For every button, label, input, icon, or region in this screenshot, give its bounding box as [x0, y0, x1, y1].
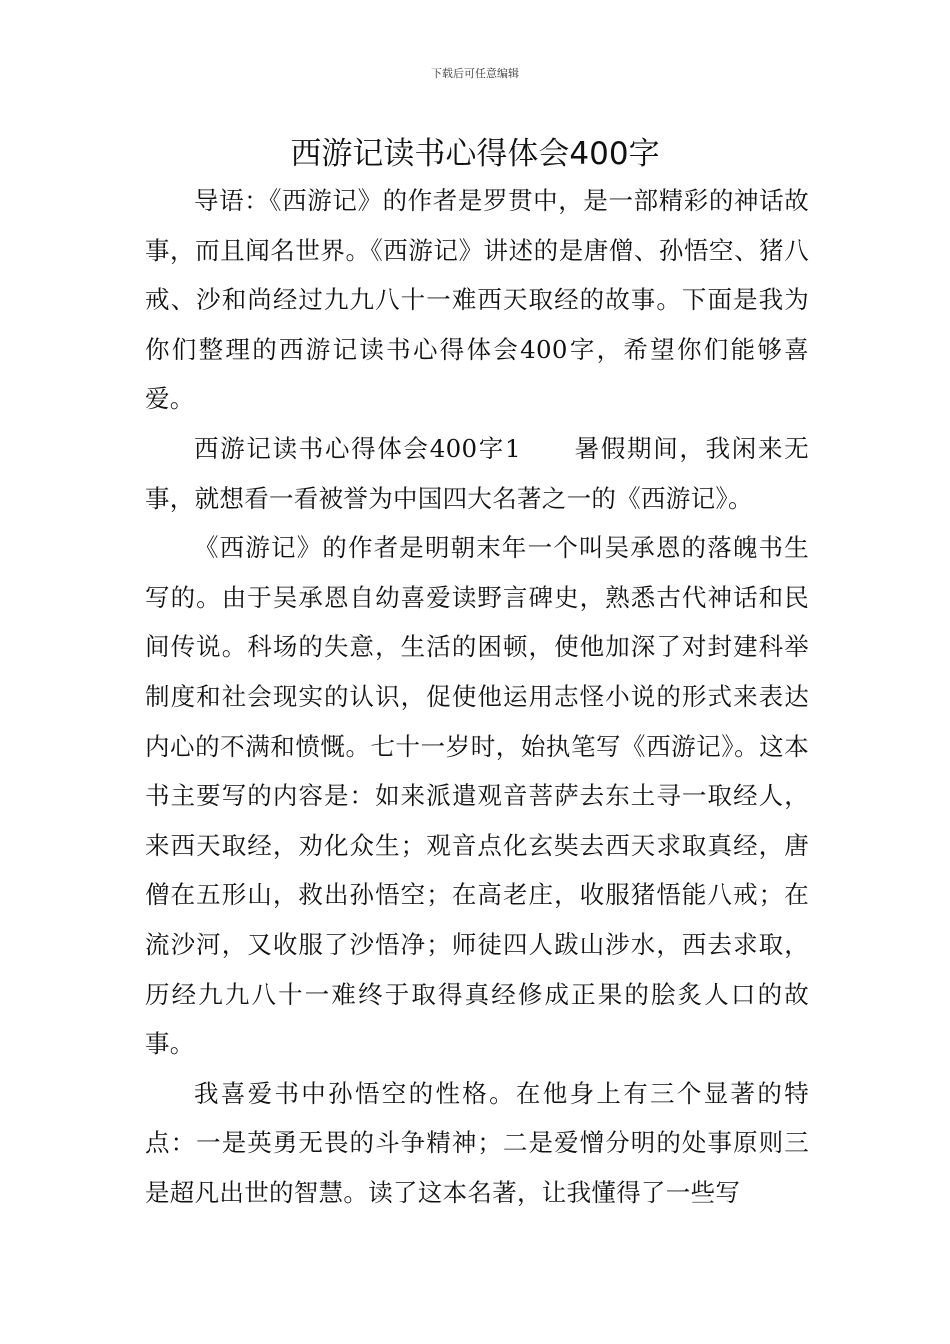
- paragraph-character: 我喜爱书中孙悟空的性格。在他身上有三个显著的特点：一是英勇无畏的斗争精神；二是爱憎分明的处事原则三是超凡出世的智慧。读了这本名著，让我懂得了一些写: [145, 1078, 809, 1207]
- paragraph-section-1: 西游记读书心得体会400字1 暑假期间，我闲来无事，就想看一看被誉为中国四大名著之一的《西游记》。: [145, 433, 809, 513]
- page-title: 西游记读书心得体会400字: [290, 136, 660, 172]
- header-note: 下载后可任意编辑: [431, 67, 519, 80]
- body-text: [145, 176, 809, 1217]
- paragraph-author: 《西游记》的作者是明朝末年一个叫吴承恩的落魄书生写的。由于吴承恩自幼喜爱读野言碑史，熟悉古代神话和民间传说。科场的失意，生活的困顿，使他加深了对封建科举制度和社会现实的认识，促使他运用志怪小说的形式来表达内心的不满和愤慨。七十一岁时，始执笔写《西游记》。这本书主要写的内容是：如来派遣观音菩萨去东土寻一取经人，来西天取经，劝化众生；观音点化玄奘去西天求取真经，唐僧在五形山，救出孙悟空；在高老庄，收服猪悟能八戒；在流沙河，又收服了沙悟净；师徒四人跋山涉水，西去求取，历经九九八十一难终于取得真经修成正果的脍炙人口的故事。: [145, 533, 809, 1059]
- paragraph-intro: 导语：《西游记》的作者是罗贯中，是一部精彩的神话故事，而且闻名世界。《西游记》讲述的是唐僧、孙悟空、猪八戒、沙和尚经过九九八十一难西天取经的故事。下面是我为你们整理的西游记读书心得体会400字，希望你们能够喜爱。: [145, 186, 809, 414]
